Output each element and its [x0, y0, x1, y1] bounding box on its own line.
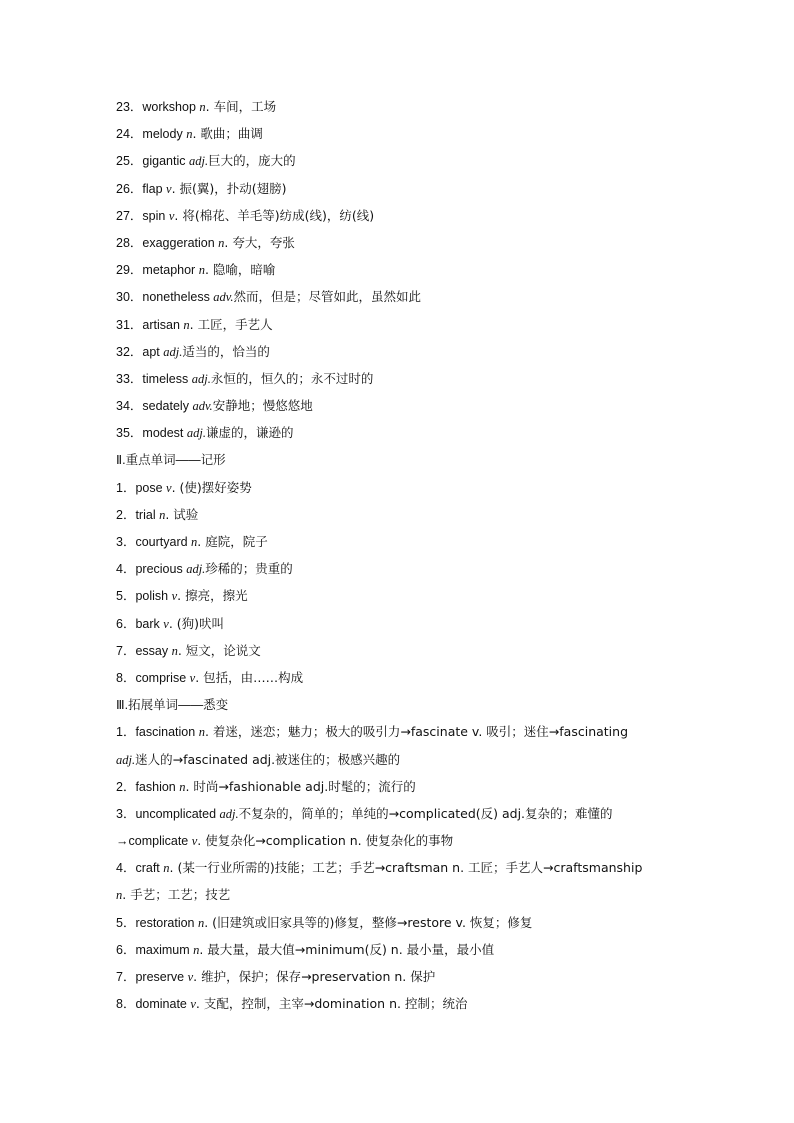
- vocab-line: [116, 311, 684, 338]
- definition: 不复杂的，简单的；单纯的→complicated(反) adj.复杂的；难懂的: [238, 805, 613, 821]
- vocab-line: [116, 338, 684, 365]
- definition: 迷人的→fascinated adj.被迷住的；极感兴趣的: [135, 751, 401, 767]
- part-of-speech: adj.: [186, 562, 206, 577]
- vocab-line: [116, 256, 684, 283]
- vocab-line: [116, 854, 684, 881]
- definition: . 擦亮，擦光: [177, 588, 248, 604]
- definition: . 包括，由……构成: [195, 669, 304, 685]
- vocab-line: [116, 936, 684, 963]
- part-of-speech: v: [166, 181, 172, 196]
- line-lead: 29．metaphor: [116, 263, 199, 278]
- line-lead: 23．workshop: [116, 100, 200, 114]
- part-of-speech: v: [163, 616, 169, 631]
- vocab-line: [116, 555, 684, 582]
- vocab-line: [116, 909, 684, 936]
- part-of-speech: adj.: [219, 806, 239, 821]
- vocab-line: [116, 283, 684, 310]
- line-lead: 35．modest: [116, 426, 187, 441]
- definition: . 振(翼)，扑动(翅膀): [171, 180, 287, 196]
- definition: 适当的，恰当的: [182, 343, 270, 359]
- vocab-line: [116, 881, 684, 908]
- part-of-speech: v: [168, 208, 175, 223]
- line-lead: 2．fashion: [116, 779, 180, 794]
- part-of-speech: n: [186, 127, 193, 142]
- line-lead: 28．exaggeration: [116, 235, 219, 250]
- definition: . 歌曲；曲调: [192, 126, 263, 142]
- line-lead: 4．craft: [116, 861, 164, 876]
- line-lead: 27．spin: [116, 208, 169, 223]
- line-lead: 25．gigantic: [116, 154, 189, 169]
- vocab-line: [116, 120, 684, 147]
- definition: 珍稀的；贵重的: [205, 561, 293, 577]
- part-of-speech: n: [171, 643, 178, 658]
- part-of-speech: n: [193, 942, 200, 957]
- part-of-speech: adj.: [163, 344, 183, 359]
- line-lead: 6．bark: [116, 616, 164, 631]
- vocab-line: [116, 746, 684, 773]
- line-lead: 3．uncomplicated: [116, 806, 220, 821]
- vocab-line: [116, 773, 684, 800]
- part-of-speech: n: [179, 779, 186, 794]
- line-lead: 8．comprise: [116, 670, 190, 685]
- part-of-speech: n: [199, 100, 206, 114]
- definition: 谦虚的，谦逊的: [205, 425, 294, 441]
- definition: 安静地；慢悠悠地: [212, 398, 313, 414]
- part-of-speech: n: [218, 235, 225, 250]
- definition: 永恒的，恒久的；永不过时的: [210, 370, 374, 386]
- vocab-line: [116, 501, 684, 528]
- vocab-line: [116, 582, 684, 609]
- part-of-speech: n: [198, 263, 205, 278]
- part-of-speech: v: [171, 589, 178, 604]
- part-of-speech: v: [187, 970, 194, 984]
- part-of-speech: v: [166, 480, 172, 495]
- definition: . 手艺；工艺；技艺: [122, 887, 231, 903]
- definition: . 车间，工场: [205, 99, 277, 114]
- definition: . 夸大，夸张: [224, 234, 295, 250]
- line-lead: 1．pose: [116, 480, 167, 495]
- part-of-speech: v: [190, 997, 196, 1012]
- part-of-speech: adv.: [213, 290, 234, 305]
- line-lead: 31．artisan: [116, 317, 184, 332]
- definition: . 短文，论说文: [177, 642, 261, 658]
- part-of-speech: n: [197, 915, 205, 930]
- definition: . 时尚→fashionable adj.时髦的；流行的: [185, 778, 416, 794]
- part-of-speech: adj.: [188, 154, 209, 169]
- definition: 巨大的，庞大的: [208, 153, 296, 169]
- definition: . 隐喻，暗喻: [204, 262, 276, 278]
- part-of-speech: adj.: [191, 371, 211, 386]
- vocab-line: [116, 827, 684, 854]
- line-lead: 3．courtyard: [116, 535, 192, 549]
- line-lead: 2．trial: [116, 507, 160, 522]
- vocab-line: [116, 202, 684, 229]
- definition: . 着迷，迷恋；魅力；极大的吸引力→fascinate v. 吸引；迷住→fascinating: [204, 724, 629, 740]
- line-lead: →complicate: [116, 834, 192, 849]
- vocab-line: [116, 610, 684, 637]
- vocab-line: [116, 637, 684, 664]
- part-of-speech: adj.: [186, 426, 206, 441]
- part-of-speech: adj.: [116, 752, 136, 767]
- part-of-speech: n: [198, 725, 205, 740]
- definition: . 庭院，院子: [197, 534, 268, 549]
- definition: . 将(棉花、羊毛等)纺成(线)，纺(线): [174, 207, 375, 223]
- vocab-line: [116, 147, 684, 174]
- definition: . 使复杂化→complication n. 使复杂化的事物: [197, 833, 454, 849]
- definition: . (狗)吠叫: [168, 615, 225, 631]
- part-of-speech: v: [191, 834, 198, 849]
- line-lead: 5．restoration: [116, 915, 198, 930]
- definition: . 支配，控制，主宰→domination n. 控制；统治: [195, 996, 468, 1012]
- part-of-speech: n: [116, 888, 123, 903]
- line-lead: 8．dominate: [116, 997, 191, 1012]
- line-lead: 6．maximum: [116, 942, 194, 957]
- part-of-speech: n: [191, 535, 198, 549]
- line-lead: 1．fascination: [116, 725, 199, 740]
- section-heading: [116, 446, 684, 473]
- vocab-line: [116, 990, 684, 1017]
- line-lead: 26．flap: [116, 181, 167, 196]
- vocab-line: [116, 474, 684, 501]
- vocab-line: [116, 419, 684, 446]
- line-lead: 32．apt: [116, 344, 164, 359]
- line-lead: Ⅲ.拓展单词——悉变: [116, 698, 229, 713]
- vocab-line: [116, 93, 684, 120]
- vocab-line: [116, 528, 684, 555]
- section-heading: [116, 691, 684, 718]
- line-lead: 34．sedately: [116, 399, 193, 414]
- line-lead: Ⅱ.重点单词——记形: [116, 453, 226, 468]
- definition: . 维护，保护；保存→preservation n. 保护: [193, 969, 436, 984]
- line-lead: 24．melody: [116, 127, 187, 142]
- part-of-speech: v: [189, 670, 196, 685]
- definition: . (旧建筑或旧家具等的)修复，整修→restore v. 恢复；修复: [204, 914, 533, 930]
- line-lead: 5．polish: [116, 589, 172, 604]
- vocab-line: [116, 392, 684, 419]
- part-of-speech: n: [159, 507, 166, 522]
- line-lead: 7．preserve: [116, 970, 188, 984]
- vocab-line: [116, 365, 684, 392]
- vocab-line: [116, 175, 684, 202]
- part-of-speech: adv.: [192, 399, 213, 414]
- vocab-line: [116, 718, 684, 745]
- definition: . (使)摆好姿势: [171, 479, 252, 495]
- definition: . (某一行业所需的)技能；工艺；手艺→craftsman n. 工匠；手艺人→craftsmanship: [169, 860, 643, 876]
- line-lead: 4．precious: [116, 562, 187, 577]
- vocab-line: [116, 229, 684, 256]
- definition: 然而，但是；尽管如此，虽然如此: [233, 289, 422, 305]
- line-lead: 7．essay: [116, 643, 172, 658]
- line-lead: 30．nonetheless: [116, 290, 214, 305]
- vocab-line: [116, 800, 684, 827]
- part-of-speech: n: [163, 861, 170, 876]
- vocab-line: [116, 963, 684, 990]
- definition: . 工匠，手艺人: [189, 316, 273, 332]
- definition: . 最大量，最大值→minimum(反) n. 最小量，最小值: [199, 941, 495, 957]
- vocab-line: [116, 664, 684, 691]
- line-lead: 33．timeless: [116, 371, 192, 386]
- definition: . 试验: [165, 506, 199, 522]
- part-of-speech: n: [183, 317, 190, 332]
